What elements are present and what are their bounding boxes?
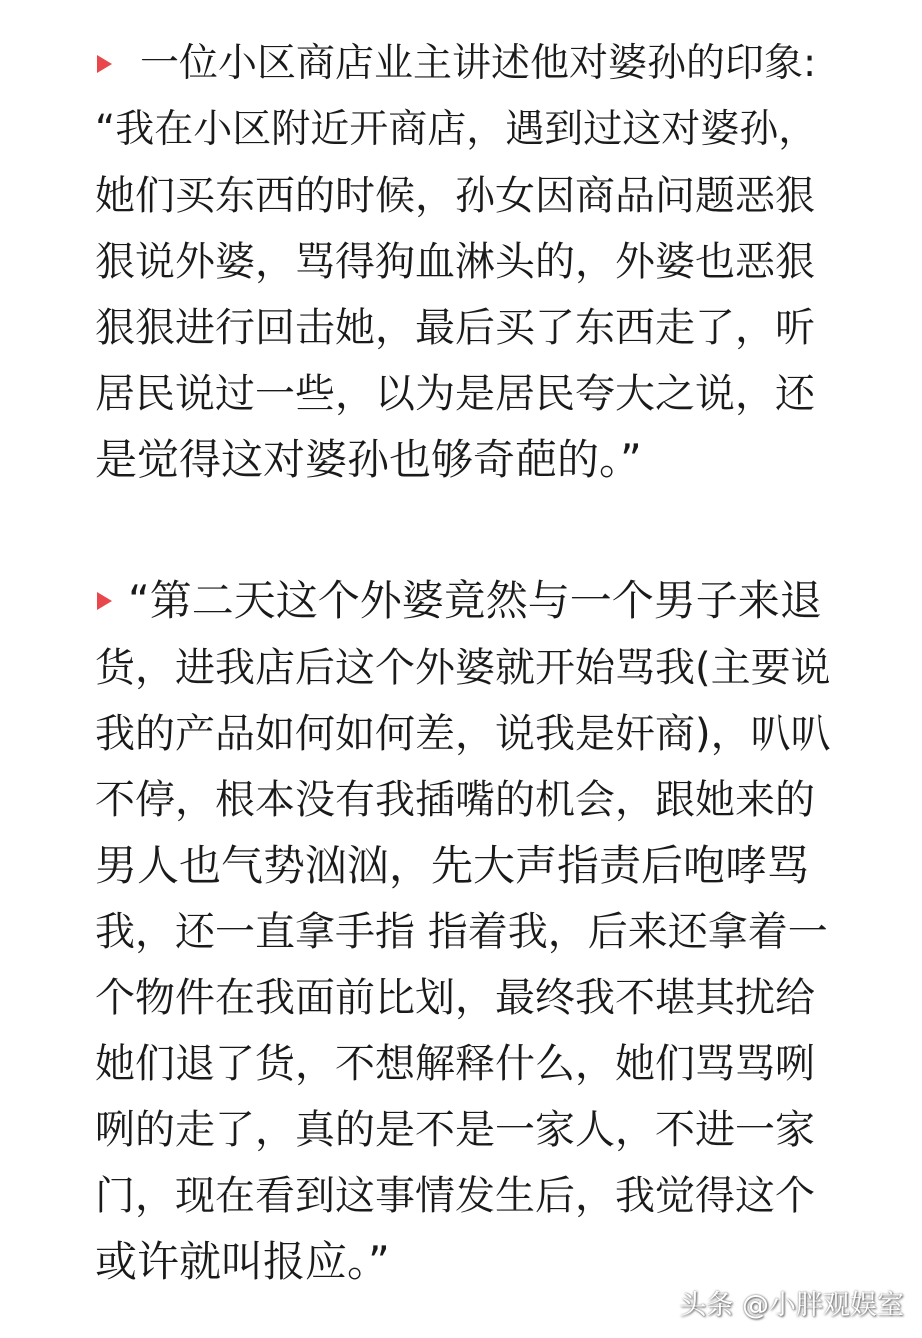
paragraph-1-line-4: 狠说外婆，骂得狗血淋头的，外婆也恶狠 xyxy=(95,239,815,285)
paragraph-1-line-3: 她们买东西的时候，孙女因商品问题恶狠 xyxy=(95,173,815,219)
paragraph-1-line-1: 一位小区商店业主讲述他对婆孙的印象: xyxy=(140,41,817,86)
paragraph-1-line-7: 是觉得这对婆孙也够奇葩的。” xyxy=(95,435,642,484)
paragraph-2-line-10: 门，现在看到这事情发生后，我觉得这个 xyxy=(95,1173,815,1219)
bullet-triangle-icon xyxy=(97,592,112,610)
paragraph-2-line-7: 个物件在我面前比划，最终我不堪其扰给 xyxy=(95,975,815,1021)
paragraph-2-line-1: “第二天这个外婆竟然与一个男子来退 xyxy=(128,576,822,625)
paragraph-1-line-2: “我在小区附近开商店，遇到过这对婆孙， xyxy=(95,107,818,152)
paragraph-2-line-8: 她们退了货，不想解释什么，她们骂骂咧 xyxy=(95,1041,815,1087)
paragraph-1-line-6: 居民说过一些，以为是居民夸大之说，还 xyxy=(95,371,815,417)
paragraph-1-line-5: 狠狠进行回击她，最后买了东西走了，听 xyxy=(95,305,815,351)
watermark-text: 头条 @小胖观娱室 xyxy=(679,1290,904,1321)
bullet-triangle-icon xyxy=(97,55,112,73)
paragraph-2-line-5: 男人也气势汹汹，先大声指责后咆哮骂 xyxy=(95,841,810,890)
paragraph-2-line-6: 我，还一直拿手指 指着我，后来还拿着一 xyxy=(95,909,828,955)
paragraph-2-line-9: 咧的走了，真的是不是一家人，不进一家 xyxy=(95,1107,815,1153)
paragraph-2-line-3: 我的产品如何如何差，说我是奸商)，叭叭 xyxy=(95,711,831,757)
paragraph-2-line-11: 或许就叫报应。” xyxy=(95,1237,390,1286)
paragraph-2-line-2: 货，进我店后这个外婆就开始骂我(主要说 xyxy=(95,645,831,691)
paragraph-2-line-4: 不停，根本没有我插嘴的机会，跟她来的 xyxy=(95,777,815,823)
